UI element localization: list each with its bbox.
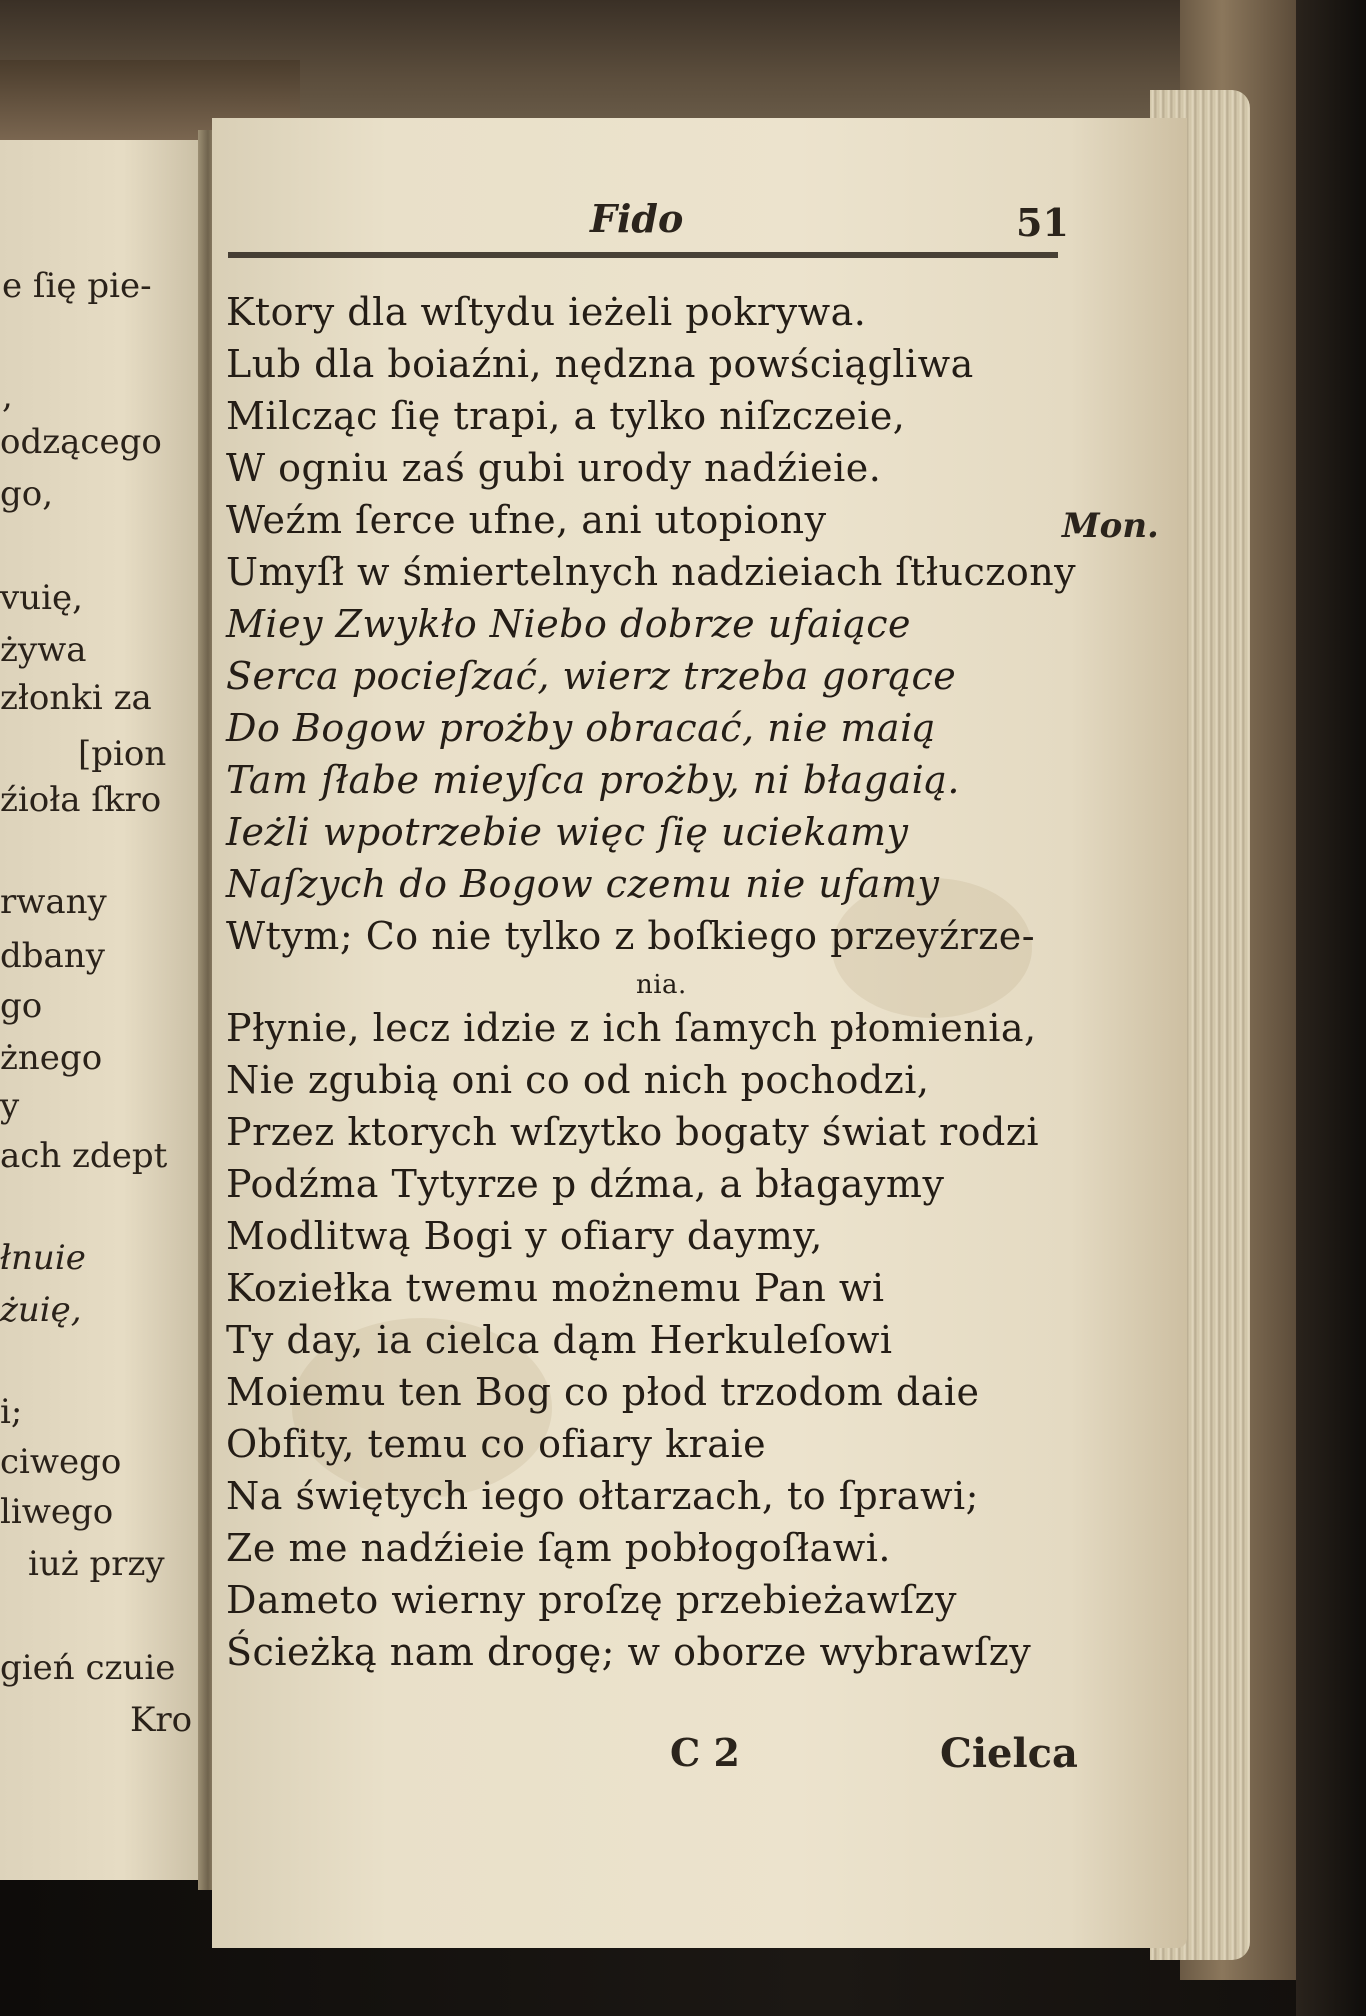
header-rule	[228, 252, 1058, 258]
left-line: Kro	[130, 1700, 193, 1740]
left-line: go,	[0, 474, 54, 514]
text-line: Lub dla boiaźni, nędzna powściągliwa	[226, 342, 974, 386]
text-line: Koziełka twemu możnemu Pan wi	[226, 1266, 885, 1310]
left-line: żywa	[0, 630, 87, 670]
text-line: Przez ktorych wſzytko bogaty świat rodzi	[226, 1110, 1040, 1154]
text-line: Ty day, ia cielca dąm Herkuleſowi	[226, 1318, 893, 1362]
text-line: Na świętych iego ołtarzach, to ſprawi;	[226, 1474, 979, 1518]
text-line: W ogniu zaś gubi urody nadźieie.	[226, 446, 882, 490]
catchword: Cielca	[940, 1730, 1078, 1777]
left-line: vuię,	[0, 578, 83, 618]
left-line: e ſię pie-	[2, 266, 152, 306]
left-line: łnuie	[0, 1238, 86, 1278]
left-line: źioła ſkro	[0, 780, 162, 820]
text-line: Modlitwą Bogi y ofiary daymy,	[226, 1214, 823, 1258]
text-line: Serca pocieſzać, wierz trzeba gorące	[226, 654, 957, 698]
text-line: Ze me nadźieie ſąm pobłogoſławi.	[226, 1526, 891, 1570]
running-head: Fido	[590, 196, 684, 241]
page-number: 51	[1016, 200, 1069, 245]
left-line: żnego	[0, 1038, 103, 1078]
left-line: żuię,	[0, 1290, 82, 1330]
left-line: rwany	[0, 882, 107, 922]
left-line: iuż przy	[28, 1544, 165, 1584]
left-line: ach zdept	[0, 1136, 168, 1176]
text-line: Ieżli wpotrzebie więc ſię uciekamy	[226, 810, 909, 854]
left-line: [pion	[78, 734, 167, 774]
text-line: Weźm ſerce ufne, ani utopiony	[226, 498, 827, 542]
left-line: odzącego	[0, 422, 162, 462]
text-line: Moiemu ten Bog co płod trzodom daie	[226, 1370, 980, 1414]
left-line: i;	[0, 1392, 23, 1432]
text-line: nia.	[636, 970, 687, 1000]
text-line: Milcząc ſię trapi, a tylko niſzczeie,	[226, 394, 906, 438]
text-line: Do Bogow prożby obracać, nie maią	[226, 706, 936, 750]
text-line: Podźma Tytyrze p dźma, a błagaymy	[226, 1162, 945, 1206]
left-line: go	[0, 986, 43, 1026]
text-line: Dameto wierny proſzę przebieżawſzy	[226, 1578, 957, 1622]
signature-mark: C 2	[670, 1730, 740, 1775]
text-line: Ktory dla wſtydu ieżeli pokrywa.	[226, 290, 867, 334]
text-line: Ścieżką nam drogę; w oborze wybrawſzy	[226, 1630, 1032, 1674]
left-page	[0, 140, 205, 1880]
text-line: Miey Zwykło Niebo dobrze ufaiące	[226, 602, 912, 646]
text-line: Wtym; Co nie tylko z boſkiego przeyźrze-	[226, 914, 1036, 958]
text-line: Nie zgubią oni co od nich pochodzi,	[226, 1058, 930, 1102]
text-line: Obfity, temu co ofiary kraie	[226, 1422, 767, 1466]
left-page-text	[0, 140, 205, 1880]
left-line: ,	[2, 376, 13, 416]
book-shadow	[1296, 0, 1366, 2016]
left-line: ciwego	[0, 1442, 122, 1482]
text-line: Naſzych do Bogow czemu nie ufamy	[226, 862, 940, 906]
margin-note: Mon.	[1062, 506, 1159, 546]
left-line: y	[0, 1086, 20, 1126]
left-line: liwego	[0, 1492, 114, 1532]
text-line: Tam ſłabe mieyſca prożby, ni błagaią.	[226, 758, 960, 802]
left-line: gień czuie	[0, 1648, 176, 1688]
text-line: Umyſł w śmiertelnych nadzieiach ſtłuczony	[226, 550, 1077, 594]
left-line: dbany	[0, 936, 105, 976]
text-line: Płynie, lecz idzie z ich ſamych płomienia,	[226, 1006, 1037, 1050]
left-line: złonki za	[0, 678, 152, 718]
